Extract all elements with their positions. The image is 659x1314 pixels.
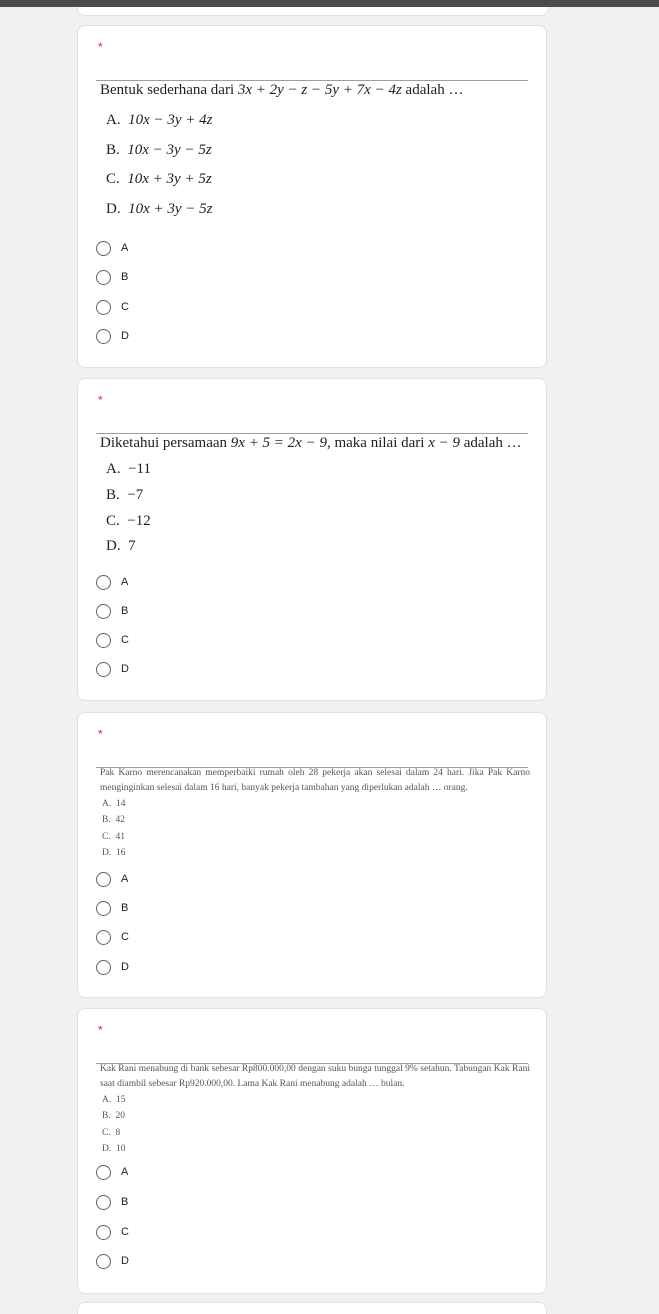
choice-text-b: B. −7 — [106, 487, 144, 503]
choice-text-c: C. 8 — [102, 1128, 121, 1138]
radio-circle-icon[interactable] — [96, 300, 111, 315]
choice-text-a: A. −11 — [106, 461, 151, 477]
radio-option-d[interactable]: D — [96, 327, 296, 345]
choice-text-a: A. 10x − 3y + 4z — [106, 112, 213, 128]
choice-text-c: C. 10x + 3y + 5z — [106, 171, 212, 187]
radio-option-a[interactable]: A — [96, 239, 296, 257]
question-card-4 — [77, 1008, 547, 1294]
question-card-2 — [77, 378, 547, 701]
question-text: Kak Rani menabung di bank sebesar Rp800.000,00 dengan suku bunga tunggal 9% setahun. Tabungan Kak Rani saat diambil sebesar Rp920.000,00. Lama Kak Rani menabung adalah … bulan. — [100, 1064, 530, 1089]
choice-text-d: D. 10 — [102, 1144, 126, 1154]
radio-circle-icon[interactable] — [96, 575, 111, 590]
required-asterisk: * — [98, 1023, 103, 1037]
required-asterisk: * — [98, 393, 103, 407]
question-card-1 — [77, 25, 547, 368]
radio-option-a[interactable]: A — [96, 870, 296, 888]
radio-option-a[interactable]: A — [96, 1163, 296, 1181]
question-divider — [96, 80, 528, 81]
choice-text-b: B. 42 — [102, 815, 125, 825]
next-card-edge — [77, 1302, 547, 1314]
choice-text-d: D. 16 — [102, 848, 126, 858]
radio-circle-icon[interactable] — [96, 930, 111, 945]
required-asterisk: * — [98, 727, 103, 741]
question-text: Pak Karno merencanakan memperbaiki rumah oleh 28 pekerja akan selesai dalam 24 hari. Jika Pak Karno menginginkan selesai dalam 16 hari, banyak pekerja tambahan yang diperlukan adalah … orang. — [100, 768, 530, 793]
choice-text-c: C. −12 — [106, 513, 151, 529]
radio-option-b[interactable]: B — [96, 268, 296, 286]
radio-circle-icon[interactable] — [96, 1254, 111, 1269]
radio-option-c[interactable]: C — [96, 298, 296, 316]
radio-option-d[interactable]: D — [96, 660, 296, 678]
question-text: Diketahui persamaan 9x + 5 = 2x − 9, maka nilai dari x − 9 adalah … — [100, 435, 522, 451]
radio-circle-icon[interactable] — [96, 901, 111, 916]
radio-option-a[interactable]: A — [96, 573, 296, 591]
radio-circle-icon[interactable] — [96, 872, 111, 887]
previous-card-edge — [77, 7, 549, 16]
choice-text-c: C. 41 — [102, 832, 125, 842]
radio-option-d[interactable]: D — [96, 1252, 296, 1270]
choice-text-b: B. 10x − 3y − 5z — [106, 142, 212, 158]
choice-text-b: B. 20 — [102, 1111, 125, 1121]
radio-circle-icon[interactable] — [96, 1165, 111, 1180]
choice-text-d: D. 10x + 3y − 5z — [106, 201, 213, 217]
radio-circle-icon[interactable] — [96, 241, 111, 256]
radio-circle-icon[interactable] — [96, 662, 111, 677]
question-card-3 — [77, 712, 547, 998]
radio-option-c[interactable]: C — [96, 928, 296, 946]
radio-option-c[interactable]: C — [96, 631, 296, 649]
browser-top-bar — [0, 0, 659, 7]
choice-text-d: D. 7 — [106, 538, 136, 554]
radio-circle-icon[interactable] — [96, 1195, 111, 1210]
radio-circle-icon[interactable] — [96, 960, 111, 975]
radio-option-d[interactable]: D — [96, 958, 296, 976]
radio-option-c[interactable]: C — [96, 1223, 296, 1241]
question-divider — [96, 433, 528, 434]
radio-circle-icon[interactable] — [96, 270, 111, 285]
question-text: Bentuk sederhana dari 3x + 2y − z − 5y + 7x − 4z adalah … — [100, 82, 464, 98]
radio-option-b[interactable]: B — [96, 899, 296, 917]
radio-circle-icon[interactable] — [96, 1225, 111, 1240]
radio-circle-icon[interactable] — [96, 329, 111, 344]
radio-circle-icon[interactable] — [96, 604, 111, 619]
radio-option-b[interactable]: B — [96, 602, 296, 620]
choice-text-a: A. 15 — [102, 1095, 126, 1105]
required-asterisk: * — [98, 40, 103, 54]
radio-option-b[interactable]: B — [96, 1193, 296, 1211]
radio-circle-icon[interactable] — [96, 633, 111, 648]
choice-text-a: A. 14 — [102, 799, 126, 809]
